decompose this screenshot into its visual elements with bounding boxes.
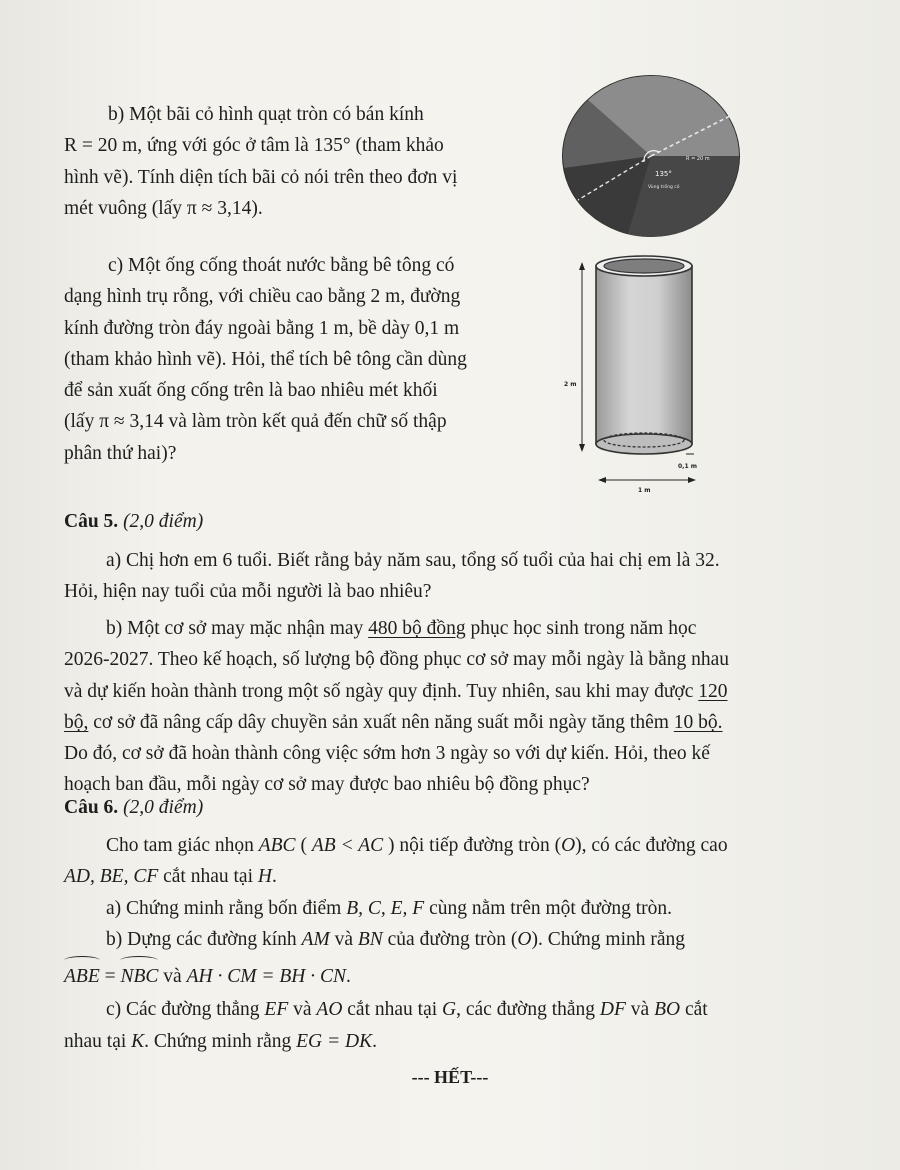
q5b-l3-pre: và dự kiến hoàn thành trong một số ngày quy định. Tuy nhiên, sau khi may được	[64, 680, 699, 702]
q4c-line-3: kính đường tròn đáy ngoài bằng 1 m, bề dày 0,1 m	[64, 317, 460, 339]
q5b-l4-underlined: bộ,	[64, 711, 89, 733]
q6b1-post: ). Chứng minh rằng	[531, 928, 686, 950]
q6c1-and2: và	[625, 999, 655, 1021]
q6c1-g: G	[442, 999, 457, 1021]
q4c-line-5: để sản xuất ống cống trên là bao nhiêu mét khối	[64, 380, 438, 402]
diameter-label: 1 m	[638, 487, 651, 494]
q6-i2b: cắt nhau tại	[158, 866, 258, 888]
arrow-head-bottom	[579, 444, 585, 452]
q5b-l3-underlined: 120	[698, 680, 728, 702]
q5a-line-1: a) Chị hơn em 6 tuổi. Biết rằng bảy năm sau, tổng số tuổi của hai chị em là 32.	[106, 550, 720, 571]
q6b1-mid2: của đường tròn (	[382, 928, 518, 950]
q6-i2d: .	[271, 866, 277, 888]
q6-i1f: O	[561, 835, 576, 856]
end-marker: --- HẾT---	[411, 1067, 489, 1087]
q5b-l1-post: phục học sinh trong năm học	[465, 618, 697, 639]
q4c-line-7: phân thứ hai)?	[64, 442, 177, 464]
bleed-through-text	[520, 36, 525, 54]
q6c-line-1	[64, 992, 794, 1025]
grass-label: Vùng trồng cỏ	[648, 185, 680, 190]
q5-heading	[64, 506, 203, 537]
q6c1-bo: BO	[654, 999, 681, 1021]
q6-heading	[64, 792, 203, 823]
q6-i1c: (	[295, 835, 312, 856]
q5b-line-2: 2026-2027. Theo kế hoạch, số lượng bộ đồng phục cơ sở may mỗi ngày là bằng nhau	[64, 649, 730, 671]
q6a-pre: a) Chứng minh rằng bốn điểm	[106, 897, 347, 919]
q4b-line-1: b) Một bãi cỏ hình quạt tròn có bán kính	[108, 104, 424, 125]
q6-intro-line-2	[64, 861, 794, 892]
q4b-text	[64, 99, 500, 224]
diam-head-right	[688, 477, 696, 483]
q6c1-pre: c) Các đường thẳng	[106, 999, 265, 1021]
q6c2-end: .	[372, 1030, 377, 1052]
q5b-line-3	[64, 676, 794, 707]
q4c-line-6: (lấy π ≈ 3,14 và làm tròn kết quả đến chữ số thập	[64, 411, 447, 433]
height-label: 2 m	[564, 381, 577, 388]
q5b-l4-underlined-2: 10 bộ.	[673, 711, 723, 733]
q6-i1e: ) nội tiếp đường tròn (	[383, 835, 562, 856]
q6-i2a: AD, BE, CF	[64, 866, 159, 888]
q6b1-bn: BN	[357, 928, 383, 950]
q5-title: Câu 5.	[64, 511, 119, 532]
q6b1-o: O	[517, 928, 532, 950]
q6b2-eq: =	[99, 966, 121, 988]
q6-i1a: Cho tam giác nhọn	[106, 835, 259, 856]
q5-points: (2,0 điểm)	[123, 511, 204, 532]
q6b1-am: AM	[301, 928, 330, 950]
q6c2-expr: EG = DK	[296, 1030, 373, 1052]
q4b-line-3: hình vẽ). Tính diện tích bãi cỏ nói trên theo đơn vị	[64, 166, 458, 188]
q6-i1g: ), có các đường cao	[575, 835, 728, 856]
q5b-l1-pre: b) Một cơ sở may mặc nhận may	[106, 618, 369, 639]
q5b-text	[64, 613, 794, 801]
q6b2-angle-abe: ABE	[64, 961, 100, 992]
concrete-pipe-figure	[560, 250, 710, 495]
angle-label: 135°	[655, 170, 672, 178]
thickness-label: 0,1 m	[678, 463, 697, 470]
q6c1-mid: cắt nhau tại	[342, 999, 443, 1021]
q5b-l1-underlined: 480 bộ đồng	[368, 618, 466, 639]
q6c2-k: K	[131, 1030, 145, 1052]
q6a-post: cùng nằm trên một đường tròn.	[424, 897, 672, 919]
q6c1-df: DF	[599, 999, 626, 1021]
q6c1-and: và	[288, 999, 317, 1021]
q6c1-ao: AO	[316, 999, 343, 1021]
q6c1-end: cắt	[680, 999, 708, 1021]
q4c-line-2: dạng hình trụ rỗng, với chiều cao bằng 2 m, đường	[64, 286, 461, 308]
q4c-text	[64, 250, 500, 469]
pipe-top-inner	[604, 259, 684, 273]
q4b-line-4: mét vuông (lấy π ≈ 3,14).	[64, 197, 263, 219]
q6c-line-2	[64, 1026, 794, 1057]
q6-text	[64, 830, 794, 1057]
q5b-line-5: Do đó, cơ sở đã hoàn thành công việc sớm hơn 3 ngày so với dự kiến. Hỏi, theo kế	[64, 743, 710, 765]
q4c-line-4: (tham khảo hình vẽ). Hỏi, thể tích bê tông cần dùng	[64, 348, 467, 370]
q6c1-ef: EF	[264, 999, 289, 1021]
q5a-line-2: Hỏi, hiện nay tuổi của mỗi người là bao nhiêu?	[64, 581, 432, 603]
q6c1-mid2: , các đường thẳng	[456, 999, 600, 1021]
q5a-text	[64, 545, 794, 608]
q6c2-pre: nhau tại	[64, 1030, 132, 1052]
q5b-l4-mid: cơ sở đã nâng cấp dây chuyền sản xuất nên năng suất mỗi ngày tăng thêm	[88, 711, 674, 733]
pipe-body	[596, 266, 692, 444]
radius-label: R = 20 m	[686, 156, 710, 162]
q6b-line-2	[64, 955, 794, 992]
q6a-line	[64, 893, 794, 924]
q6-intro-line-1	[64, 830, 794, 861]
diam-head-left	[598, 477, 606, 483]
q6b1-mid: và	[329, 928, 358, 950]
q6b-line-1	[64, 924, 794, 955]
q6b1-pre: b) Dựng các đường kính	[106, 928, 302, 950]
grass-sector-figure	[558, 72, 744, 240]
q6b2-end: .	[346, 966, 351, 988]
q6b2-angle-nbc: NBC	[120, 961, 158, 992]
q6-i1b: ABC	[258, 835, 296, 856]
q6b2-expr: AH · CM = BH · CN	[186, 966, 346, 988]
q6-i1d: AB < AC	[311, 835, 384, 856]
q6-i2c: H	[257, 866, 272, 888]
q5b-line-6: hoạch ban đầu, mỗi ngày cơ sở may được bao nhiêu bộ đồng phục?	[64, 774, 590, 796]
q6-points: (2,0 điểm)	[123, 797, 204, 818]
q4c-line-1: c) Một ống cống thoát nước bằng bê tông có	[108, 255, 455, 276]
q4b-line-2: R = 20 m, ứng với góc ở tâm là 135° (tham khảo	[64, 135, 444, 157]
q5b-line-4	[64, 707, 794, 738]
q6c2-mid: . Chứng minh rằng	[144, 1030, 297, 1052]
q6-title: Câu 6.	[64, 797, 119, 818]
q5b-line-1	[64, 613, 794, 644]
arrow-head-top	[579, 262, 585, 270]
q6a-points: B, C, E, F	[346, 897, 425, 919]
q6b2-and: và	[158, 966, 187, 988]
